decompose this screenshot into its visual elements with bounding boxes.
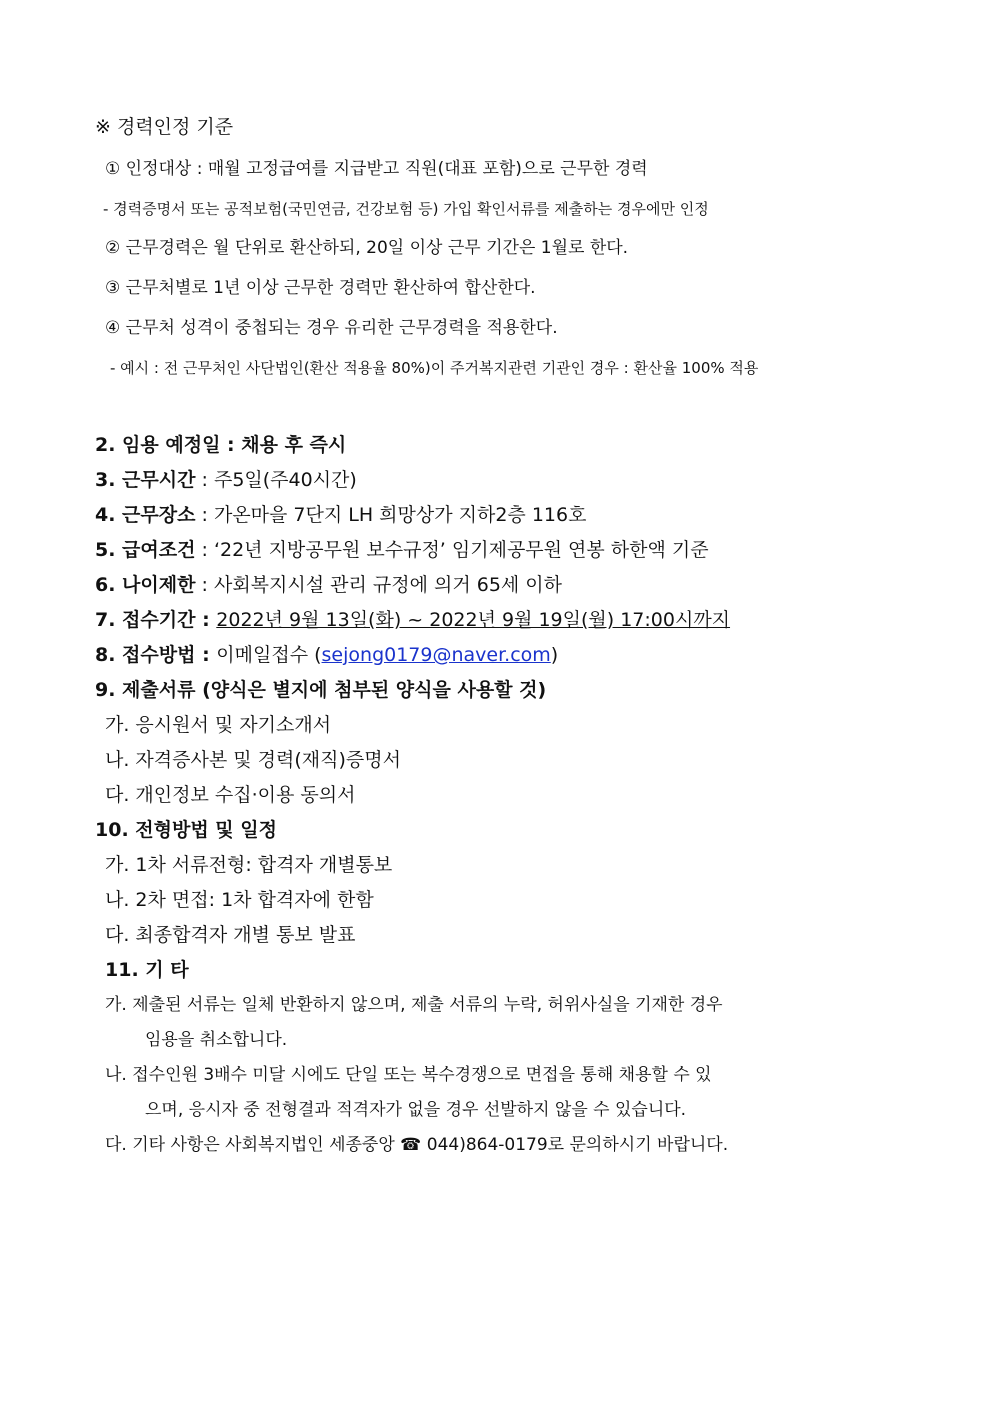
- work-location-value: : 가온마을 7단지 LH 희망상가 지하2층 116호: [195, 504, 587, 526]
- application-method-suffix: ): [550, 644, 559, 666]
- career-item-4: ④ 근무처 성격이 중첩되는 경우 유리한 근무경력을 적용한다.: [105, 318, 558, 338]
- section-application-method: [95, 646, 558, 665]
- salary-value: : ‘22년 지방공무원 보수규정’ 임기제공무원 연봉 하한액 기준: [195, 539, 709, 561]
- section-other-heading: 11. 기 타: [105, 959, 189, 981]
- section-documents-heading: 9. 제출서류 (양식은 별지에 첨부된 양식을 사용할 것): [95, 679, 547, 701]
- other-item-a-line2: 임용을 취소합니다.: [145, 1030, 288, 1050]
- application-period-label: 7. 접수기간 :: [95, 609, 217, 631]
- career-item-1-note: - 경력증명서 또는 공적보험(국민연금, 건강보험 등) 가입 확인서류를 제출하는 경우에만 인정: [103, 200, 709, 218]
- other-item-b-line2: 으며, 응시자 중 전형결과 적격자가 없을 경우 선발하지 않을 수 있습니다.: [145, 1100, 687, 1120]
- career-criteria-title: ※ 경력인정 기준: [95, 116, 234, 138]
- email-link[interactable]: sejong0179@naver.com: [321, 644, 551, 666]
- section-work-location: [95, 506, 586, 525]
- career-item-4-note: - 예시 : 전 근무처인 사단법인(환산 적용율 80%)이 주거복지관련 기관인 경우 : 환산율 100% 적용: [110, 359, 759, 377]
- age-limit-label: 6. 나이제한: [95, 574, 196, 596]
- other-item-c: 다. 기타 사항은 사회복지법인 세종중앙 ☎ 044)864-0179로 문의하시기 바랍니다.: [105, 1135, 729, 1155]
- age-limit-value: : 사회복지시설 관리 규정에 의거 65세 이하: [195, 574, 563, 596]
- selection-item-a: 가. 1차 서류전형: 합격자 개별통보: [105, 854, 393, 876]
- documents-item-c: 다. 개인정보 수집·이용 동의서: [105, 784, 356, 806]
- section-salary: [95, 541, 709, 560]
- application-period-value: 2022년 9월 13일(화) ~ 2022년 9월 19일(월) 17:00시까지: [216, 609, 731, 631]
- documents-item-b: 나. 자격증사본 및 경력(재직)증명서: [105, 749, 401, 771]
- work-location-label: 4. 근무장소: [95, 504, 196, 526]
- selection-item-b: 나. 2차 면접: 1차 합격자에 한함: [105, 889, 374, 911]
- other-item-b-line1: 나. 접수인원 3배수 미달 시에도 단일 또는 복수경쟁으로 면접을 통해 채용할 수 있: [105, 1065, 712, 1085]
- career-item-2: ② 근무경력은 월 단위로 환산하되, 20일 이상 근무 기간은 1월로 한다.: [105, 238, 629, 258]
- career-item-3: ③ 근무처별로 1년 이상 근무한 경력만 환산하여 합산한다.: [105, 278, 536, 298]
- other-item-a-line1: 가. 제출된 서류는 일체 반환하지 않으며, 제출 서류의 누락, 허위사실을 기재한 경우: [105, 995, 723, 1015]
- application-method-label: 8. 접수방법 :: [95, 644, 217, 666]
- section-selection-heading: 10. 전형방법 및 일정: [95, 819, 277, 841]
- section-application-period: [95, 611, 730, 630]
- section-age-limit: [95, 576, 562, 595]
- salary-label: 5. 급여조건: [95, 539, 196, 561]
- career-item-1: ① 인정대상 : 매월 고정급여를 지급받고 직원(대표 포함)으로 근무한 경력: [105, 159, 648, 179]
- working-hours-value: : 주5일(주40시간): [195, 469, 357, 491]
- application-method-prefix: 이메일접수 (: [216, 644, 322, 666]
- section-appointment-date: 2. 임용 예정일 : 채용 후 즉시: [95, 434, 347, 456]
- documents-item-a: 가. 응시원서 및 자기소개서: [105, 714, 332, 736]
- section-working-hours: [95, 471, 357, 490]
- selection-item-c: 다. 최종합격자 개별 통보 발표: [105, 924, 356, 946]
- working-hours-label: 3. 근무시간: [95, 469, 196, 491]
